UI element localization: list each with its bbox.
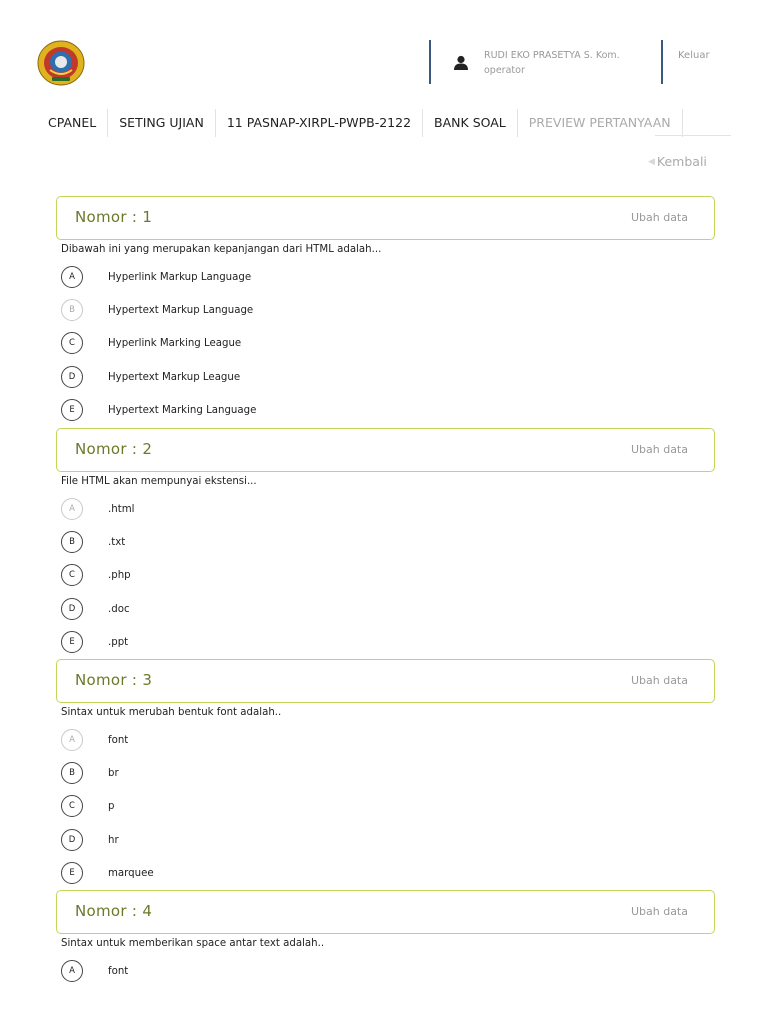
answer-option[interactable] xyxy=(61,795,115,817)
option-text: .txt xyxy=(108,536,126,548)
nav-cpanel[interactable]: CPANEL xyxy=(37,109,108,137)
question-number: Nomor : 2 xyxy=(75,440,153,458)
nav-divider xyxy=(655,135,731,136)
school-logo xyxy=(37,40,85,86)
option-text: Hypertext Markup Language xyxy=(108,304,254,316)
option-text: .php xyxy=(108,569,131,581)
option-letter-badge[interactable]: C xyxy=(61,564,83,586)
back-link[interactable] xyxy=(648,154,707,169)
option-text: Hyperlink Marking League xyxy=(108,337,242,349)
option-letter-badge[interactable]: A xyxy=(61,498,83,520)
option-letter-badge[interactable]: B xyxy=(61,531,83,553)
answer-option[interactable] xyxy=(61,564,131,586)
option-letter-badge[interactable]: D xyxy=(61,829,83,851)
nav-seting-ujian[interactable]: SETING UJIAN xyxy=(108,109,216,137)
option-text: Hyperlink Markup Language xyxy=(108,271,252,283)
option-letter-badge[interactable]: E xyxy=(61,631,83,653)
option-letter-badge[interactable]: A xyxy=(61,729,83,751)
answer-option[interactable] xyxy=(61,266,252,288)
question-header xyxy=(56,196,715,240)
answer-option[interactable] xyxy=(61,862,154,884)
option-letter-badge[interactable]: C xyxy=(61,332,83,354)
option-letter-badge[interactable]: A xyxy=(61,266,83,288)
answer-option[interactable] xyxy=(61,332,242,354)
option-text: Hypertext Marking Language xyxy=(108,404,257,416)
user-icon xyxy=(452,54,470,72)
answer-option[interactable] xyxy=(61,498,135,520)
option-letter-badge[interactable]: E xyxy=(61,399,83,421)
back-arrow-icon: ◀ xyxy=(648,156,655,167)
user-role: operator xyxy=(484,65,525,76)
nav-preview-pertanyaan[interactable]: PREVIEW PERTANYAAN xyxy=(518,109,683,137)
question-header xyxy=(56,890,715,934)
edit-question-link[interactable]: Ubah data xyxy=(630,443,688,456)
question-header xyxy=(56,659,715,703)
option-text: .ppt xyxy=(108,636,129,648)
logout-link[interactable]: Keluar xyxy=(678,50,710,61)
option-text: .html xyxy=(108,503,135,515)
option-text: p xyxy=(108,800,115,812)
option-text: font xyxy=(108,965,129,977)
question-text: Sintax untuk merubah bentuk font adalah.. xyxy=(61,707,282,718)
answer-option[interactable] xyxy=(61,960,129,982)
answer-option[interactable] xyxy=(61,598,130,620)
edit-question-link[interactable]: Ubah data xyxy=(630,211,688,224)
answer-option[interactable] xyxy=(61,299,254,321)
nav-bank-soal[interactable]: BANK SOAL xyxy=(423,109,518,137)
main-navigation xyxy=(37,109,683,137)
option-letter-badge[interactable]: B xyxy=(61,762,83,784)
user-info xyxy=(429,40,663,84)
edit-question-link[interactable]: Ubah data xyxy=(630,674,688,687)
option-text: font xyxy=(108,734,129,746)
option-text: .doc xyxy=(108,603,130,615)
option-text: marquee xyxy=(108,867,154,879)
option-letter-badge[interactable]: D xyxy=(61,598,83,620)
nav-exam[interactable]: 11 PASNAP-XIRPL-PWPB-2122 xyxy=(216,109,423,137)
answer-option[interactable] xyxy=(61,399,257,421)
back-label: Kembali xyxy=(656,154,707,169)
option-text: Hypertext Markup League xyxy=(108,371,241,383)
answer-option[interactable] xyxy=(61,829,119,851)
option-letter-badge[interactable]: B xyxy=(61,299,83,321)
question-header xyxy=(56,428,715,472)
option-letter-badge[interactable]: A xyxy=(61,960,83,982)
question-text: Dibawah ini yang merupakan kepanjangan dari HTML adalah... xyxy=(61,244,382,255)
question-text: Sintax untuk memberikan space antar text adalah.. xyxy=(61,938,325,949)
answer-option[interactable] xyxy=(61,631,129,653)
option-letter-badge[interactable]: D xyxy=(61,366,83,388)
question-number: Nomor : 1 xyxy=(75,208,153,226)
answer-option[interactable] xyxy=(61,366,241,388)
edit-question-link[interactable]: Ubah data xyxy=(630,905,688,918)
user-name: RUDI EKO PRASETYA S. Kom. xyxy=(484,50,620,61)
option-letter-badge[interactable]: C xyxy=(61,795,83,817)
option-text: hr xyxy=(108,834,119,846)
option-letter-badge[interactable]: E xyxy=(61,862,83,884)
question-number: Nomor : 4 xyxy=(75,902,153,920)
question-text: File HTML akan mempunyai ekstensi... xyxy=(61,476,257,487)
answer-option[interactable] xyxy=(61,762,119,784)
answer-option[interactable] xyxy=(61,729,129,751)
option-text: br xyxy=(108,767,119,779)
question-number: Nomor : 3 xyxy=(75,671,153,689)
answer-option[interactable] xyxy=(61,531,126,553)
